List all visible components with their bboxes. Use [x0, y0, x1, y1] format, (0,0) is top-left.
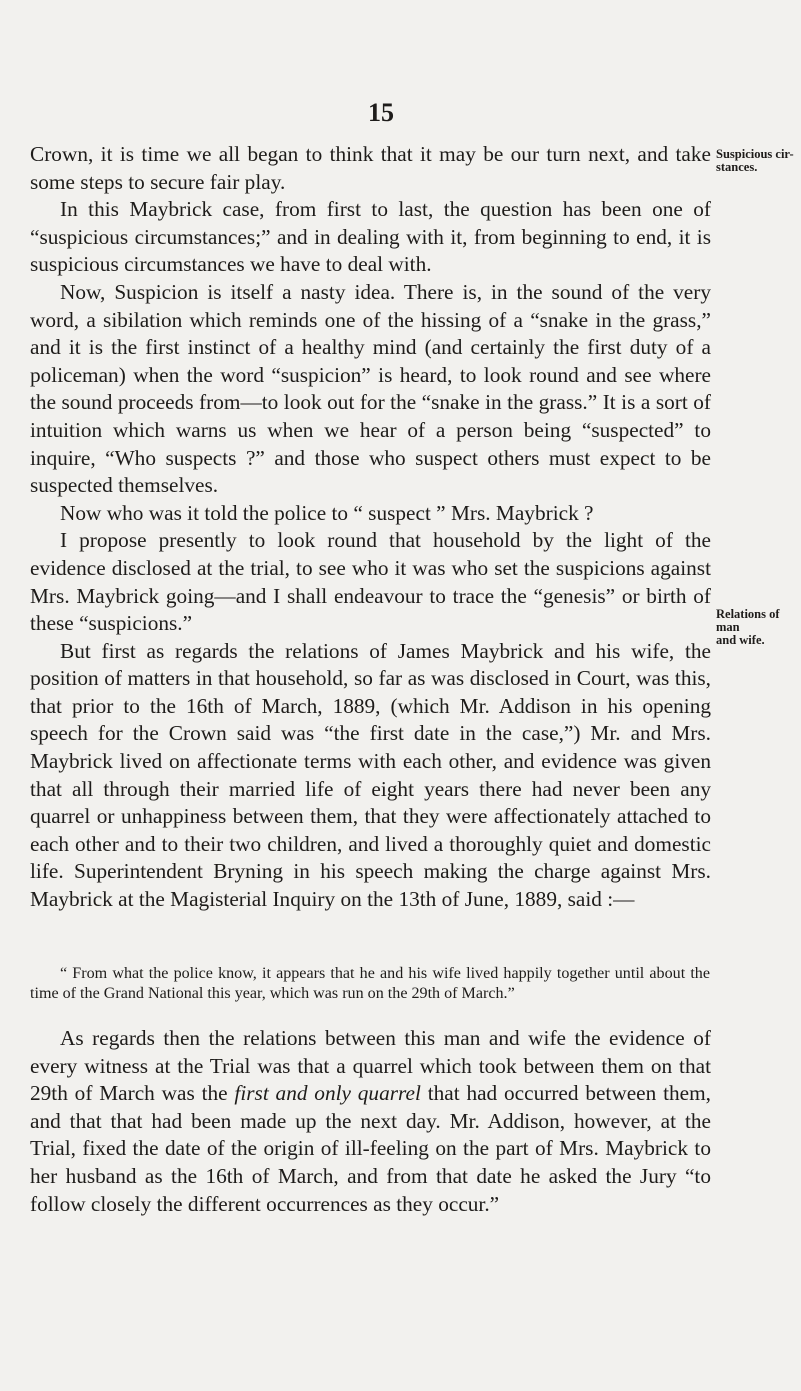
- paragraph: Now who was it told the police to “ suspect ” Mrs. Maybrick ?: [60, 500, 594, 525]
- marginal-note-suspicious-circumstances: Suspicious cir- stances.: [716, 147, 794, 174]
- paragraph: Now, Suspicion is itself a nasty idea. There is, in the sound of the very word, a sibilation which reminds one of the hissing of a “snake in the grass,” and it is the first instinct of a healthy mind (and certainly the first duty of a policeman) when the word “suspicion” is heard, to look round and see where the sound proceeds from—to look out for the “snake in the grass.” It is a sort of intuition which warns us when we hear of a person being “suspected” to inquire, “Who suspects ?” and those who suspect others must expect to be suspected themselves.: [30, 279, 711, 498]
- paragraph: I propose presently to look round that household by the light of the evidence disclosed at the trial, to see who it was who set the suspicions against Mrs. Maybrick going—and I shall endeavour to trace the “genesis” or birth of these “suspicions.”: [30, 528, 711, 636]
- closing-text-after: that had occurred between them, and that that had been made up the next day. Mr. Addison, however, at the Trial, fixed the date of the origin of ill-feeling on the part of Mrs. Maybrick to her husband as the 16th of March, and from that date he asked the Jury “to follow closely the different occurrences as they occur.”: [30, 1081, 711, 1216]
- closing-emphasis: first and only quarrel: [234, 1081, 421, 1106]
- body-text: [30, 141, 711, 914]
- paragraph: In this Maybrick case, from first to last, the question has been one of “suspicious circumstances;” and in dealing with it, from beginning to end, it is suspicious circumstances we have to deal with.: [30, 197, 711, 277]
- paragraph-continued: Crown, it is time we all began to think that it may be our turn next, and take some steps to secure fair play.: [30, 142, 711, 194]
- body-text-closing: [30, 1025, 711, 1218]
- block-quote: “ From what the police know, it appears that he and his wife lived happily together until about the time of the Grand National this year, which was run on the 29th of March.”: [30, 965, 710, 1002]
- marginal-note-relations: Relations of man and wife.: [716, 607, 780, 647]
- page-number: 15: [368, 98, 394, 127]
- closing-text-before: As regards then the relations between this man and wife the evidence of every witness at the Trial was that a quarrel which took between them on that 29th of March was the: [30, 1026, 711, 1106]
- paragraph-closing: [30, 1025, 711, 1218]
- paragraph: But first as regards the relations of James Maybrick and his wife, the position of matters in that household, so far as was disclosed in Court, was this, that prior to the 16th of March, 1889, (which Mr. Addison in his opening speech for the Crown said was “the first date in the case,”) Mr. and Mrs. Maybrick lived on affectionate terms with each other, and evidence was given that all through their married life of eight years there had never been any quarrel or unhappiness between them, that they were affectionately attached to each other and to their two children, and lived a thoroughly quiet and domestic life. Superintendent Bryning in his speech making the charge against Mrs. Maybrick at the Magisterial Inquiry on the 13th of June, 1889, said :—: [30, 638, 711, 912]
